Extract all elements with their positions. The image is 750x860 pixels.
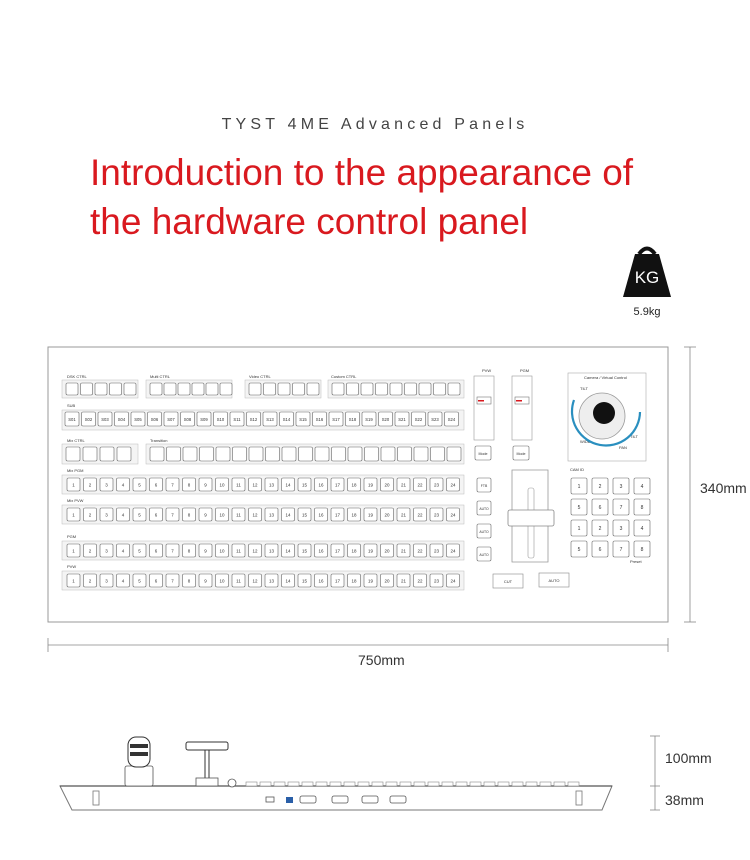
mix-ctrl-key-1[interactable] xyxy=(66,447,80,461)
sub-key-16-label: S16 xyxy=(315,417,324,422)
title-line-2: the hardware control panel xyxy=(90,201,529,242)
sub-key-24-label: S24 xyxy=(447,417,456,422)
title-line-1: Introduction to the appearance of xyxy=(90,152,634,193)
mix-pgm-key-17-label: 17 xyxy=(334,482,341,488)
dsk-key-2[interactable] xyxy=(81,383,93,395)
pvw-key-21-label: 21 xyxy=(400,578,407,584)
pgm-key-22-label: 22 xyxy=(417,548,423,554)
mix-pvw-key-1-label: 1 xyxy=(72,512,75,518)
side-key-13 xyxy=(414,782,425,786)
mix-pvw-key-12-label: 12 xyxy=(252,512,258,518)
mix-pgm-key-23-label: 23 xyxy=(433,482,440,488)
pvw-key-3-label: 3 xyxy=(105,578,108,584)
side-key-18 xyxy=(484,782,495,786)
label-pgm-fader: PGM xyxy=(520,368,530,373)
mix-ctrl-key-4[interactable] xyxy=(117,447,131,461)
pgm-fader-slot xyxy=(512,376,532,440)
custom-key-1[interactable] xyxy=(332,383,344,395)
cam-key-2-label: 2 xyxy=(598,484,602,490)
pgm-key-10-label: 10 xyxy=(219,548,225,554)
dsk-key-4[interactable] xyxy=(110,383,122,395)
transition-key-3[interactable] xyxy=(183,447,197,461)
pgm-key-11-label: 11 xyxy=(236,548,241,554)
transition-key-14[interactable] xyxy=(365,447,379,461)
side-key-14 xyxy=(428,782,439,786)
pvw-key-14-label: 14 xyxy=(285,578,291,584)
side-key-11 xyxy=(386,782,397,786)
mix-pvw-key-22-label: 22 xyxy=(417,512,423,518)
pvw-key-1-label: 1 xyxy=(72,578,75,584)
transition-key-11[interactable] xyxy=(315,447,329,461)
transition-key-8[interactable] xyxy=(266,447,280,461)
cam-key-8-label: 8 xyxy=(640,505,644,511)
pvw-key-17-label: 17 xyxy=(334,578,341,584)
mix-pvw-key-18-label: 18 xyxy=(351,512,357,518)
sub-key-9-label: S09 xyxy=(200,417,208,422)
label-dsk: DSK CTRL xyxy=(67,374,87,379)
mix-pvw-key-11-label: 11 xyxy=(236,512,241,518)
sub-key-2-label: S02 xyxy=(84,417,93,422)
label-multi: Multi CTRL xyxy=(150,374,171,379)
dsk-key-1[interactable] xyxy=(66,383,78,395)
transition-key-12[interactable] xyxy=(332,447,346,461)
pgm-key-6-label: 6 xyxy=(154,548,158,554)
side-key-20 xyxy=(512,782,523,786)
side-key-4 xyxy=(288,782,299,786)
pgm-key-13-label: 13 xyxy=(268,548,275,554)
pgm-key-16-label: 16 xyxy=(318,548,324,554)
mix-pgm-key-5-label: 5 xyxy=(138,482,141,488)
sub-key-14-label: S14 xyxy=(282,417,291,422)
sub-key-18-label: S18 xyxy=(348,417,357,422)
mix-ctrl-key-3[interactable] xyxy=(100,447,114,461)
label-custom: Custom CTRL xyxy=(331,374,357,379)
side-key-16 xyxy=(456,782,467,786)
transition-key-15[interactable] xyxy=(381,447,395,461)
cam-key-3-label: 3 xyxy=(619,484,623,490)
transition-key-19[interactable] xyxy=(447,447,461,461)
fade-key-3-label: AUTO xyxy=(479,530,489,534)
mix-pvw-key-19-label: 19 xyxy=(367,512,374,518)
video-key-2[interactable] xyxy=(264,383,276,395)
label-transition: Transition xyxy=(150,438,168,443)
mix-pvw-key-21-label: 21 xyxy=(400,512,407,518)
mix-pgm-key-8-label: 8 xyxy=(187,482,191,488)
pgm-key-20-label: 20 xyxy=(384,548,390,554)
label-sub: SUB xyxy=(67,403,76,408)
sub-key-4-label: S04 xyxy=(117,417,126,422)
side-key-7 xyxy=(330,782,341,786)
joystick-knob xyxy=(593,402,615,424)
side-key-3 xyxy=(274,782,285,786)
pvw-key-4-label: 4 xyxy=(121,578,125,584)
pvw-key-2-label: 2 xyxy=(88,578,92,584)
transition-key-9[interactable] xyxy=(282,447,296,461)
sub-key-7-label: S07 xyxy=(167,417,175,422)
pgm-key-4-label: 4 xyxy=(121,548,125,554)
pvw-key-5-label: 5 xyxy=(138,578,141,584)
mode-key-1-label: Mode xyxy=(478,452,488,456)
video-key-4[interactable] xyxy=(293,383,305,395)
sub-key-22-label: S22 xyxy=(414,417,423,422)
mix-pgm-key-15-label: 15 xyxy=(301,482,308,488)
mix-pvw-key-4-label: 4 xyxy=(121,512,125,518)
side-key-12 xyxy=(400,782,411,786)
sub-key-5-label: S05 xyxy=(134,417,142,422)
mix-pvw-key-9-label: 9 xyxy=(204,512,207,518)
pgm-key-5-label: 5 xyxy=(138,548,141,554)
sub-key-17-label: S17 xyxy=(332,417,340,422)
side-key-10 xyxy=(372,782,383,786)
mix-pgm-key-13-label: 13 xyxy=(268,482,275,488)
cam-key-7-label: 7 xyxy=(619,505,623,511)
mix-pgm-key-12-label: 12 xyxy=(252,482,258,488)
pgm-key-8-label: 8 xyxy=(187,548,191,554)
pvw-key-13-label: 13 xyxy=(268,578,275,584)
cam-key-4-label: 4 xyxy=(640,484,644,490)
side-key-22 xyxy=(540,782,551,786)
side-key-17 xyxy=(470,782,481,786)
pvw-key-9-label: 9 xyxy=(204,578,207,584)
cam-key-11-label: 3 xyxy=(619,526,623,532)
label-mix-pvw: Mix PVW xyxy=(67,498,84,503)
pgm-key-3-label: 3 xyxy=(105,548,108,554)
sub-key-13-label: S13 xyxy=(266,417,274,422)
pgm-key-7-label: 7 xyxy=(171,548,174,554)
fade-key-4-label: AUTO xyxy=(479,553,489,557)
mix-pgm-key-9-label: 9 xyxy=(204,482,207,488)
cam-key-10-label: 2 xyxy=(598,526,602,532)
mix-pvw-key-5-label: 5 xyxy=(138,512,141,518)
pvw-key-19-label: 19 xyxy=(367,578,374,584)
side-key-24 xyxy=(568,782,579,786)
thickness-dimension: 38mm xyxy=(665,792,704,808)
tbar-handle xyxy=(508,510,554,526)
side-key-23 xyxy=(554,782,565,786)
side-key-15 xyxy=(442,782,453,786)
pvw-key-10-label: 10 xyxy=(219,578,225,584)
custom-key-9[interactable] xyxy=(448,383,460,395)
label-pvw-fader: PVW xyxy=(482,368,492,373)
label-pgm: PGM xyxy=(67,534,77,539)
mix-pgm-key-16-label: 16 xyxy=(318,482,324,488)
label-video: Video CTRL xyxy=(249,374,271,379)
transition-key-2[interactable] xyxy=(167,447,181,461)
sub-key-23-label: S23 xyxy=(431,417,439,422)
cam-key-12-label: 4 xyxy=(640,526,644,532)
custom-key-3[interactable] xyxy=(361,383,373,395)
transition-key-17[interactable] xyxy=(414,447,428,461)
mix-pvw-key-13-label: 13 xyxy=(268,512,275,518)
pgm-key-17-label: 17 xyxy=(334,548,341,554)
mix-pvw-key-20-label: 20 xyxy=(384,512,390,518)
custom-key-5[interactable] xyxy=(390,383,402,395)
transition-key-6[interactable] xyxy=(233,447,247,461)
sub-key-8-label: S08 xyxy=(183,417,192,422)
mix-pvw-key-8-label: 8 xyxy=(187,512,191,518)
pgm-key-24-label: 24 xyxy=(450,548,456,554)
side-key-19 xyxy=(498,782,509,786)
transition-key-13[interactable] xyxy=(348,447,362,461)
side-key-1 xyxy=(246,782,257,786)
pvw-key-12-label: 12 xyxy=(252,578,258,584)
side-key-6 xyxy=(316,782,327,786)
mix-pgm-key-18-label: 18 xyxy=(351,482,357,488)
side-key-2 xyxy=(260,782,271,786)
side-key-9 xyxy=(358,782,369,786)
transition-key-18[interactable] xyxy=(431,447,445,461)
label-camera: Camera / Virtual Control xyxy=(584,375,627,380)
pvw-key-20-label: 20 xyxy=(384,578,390,584)
sub-key-21-label: S21 xyxy=(398,417,406,422)
custom-key-4[interactable] xyxy=(376,383,388,395)
sub-key-10-label: S10 xyxy=(216,417,225,422)
pvw-key-16-label: 16 xyxy=(318,578,324,584)
pgm-key-14-label: 14 xyxy=(285,548,291,554)
multi-key-6[interactable] xyxy=(220,383,232,395)
multi-key-1[interactable] xyxy=(150,383,162,395)
mix-pgm-key-20-label: 20 xyxy=(384,482,390,488)
multi-key-4[interactable] xyxy=(192,383,204,395)
video-key-5[interactable] xyxy=(307,383,319,395)
mix-pvw-key-15-label: 15 xyxy=(301,512,308,518)
dsk-key-5[interactable] xyxy=(124,383,136,395)
mix-ctrl-key-2[interactable] xyxy=(83,447,97,461)
panel-side-view xyxy=(60,736,660,810)
mix-pgm-key-21-label: 21 xyxy=(400,482,407,488)
pvw-key-8-label: 8 xyxy=(187,578,191,584)
pgm-key-15-label: 15 xyxy=(301,548,308,554)
pvw-key-6-label: 6 xyxy=(154,578,158,584)
cam-key-16-label: 8 xyxy=(640,547,644,553)
sub-key-11-label: S11 xyxy=(233,417,241,422)
mix-pgm-key-1-label: 1 xyxy=(72,482,75,488)
video-key-3[interactable] xyxy=(278,383,290,395)
cam-key-5-label: 5 xyxy=(577,505,581,511)
side-key-5 xyxy=(302,782,313,786)
mix-pvw-key-23-label: 23 xyxy=(433,512,440,518)
mix-pvw-key-24-label: 24 xyxy=(450,512,456,518)
mix-pgm-key-19-label: 19 xyxy=(367,482,374,488)
pgm-key-19-label: 19 xyxy=(367,548,374,554)
transition-key-10[interactable] xyxy=(299,447,313,461)
svg-text:CUT: CUT xyxy=(503,579,513,584)
sub-key-3-label: S03 xyxy=(101,417,109,422)
pgm-key-12-label: 12 xyxy=(252,548,258,554)
transition-key-1[interactable] xyxy=(150,447,164,461)
label-pan: PAN xyxy=(619,445,627,450)
fade-key-1-label: FTB xyxy=(480,484,488,488)
custom-key-2[interactable] xyxy=(347,383,359,395)
label-tilt: TILT xyxy=(580,386,588,391)
pvw-key-24-label: 24 xyxy=(450,578,456,584)
multi-key-3[interactable] xyxy=(178,383,190,395)
custom-key-7[interactable] xyxy=(419,383,431,395)
pvw-key-23-label: 23 xyxy=(433,578,440,584)
transition-key-16[interactable] xyxy=(398,447,412,461)
pgm-key-9-label: 9 xyxy=(204,548,207,554)
mix-pgm-key-24-label: 24 xyxy=(450,482,456,488)
pgm-key-2-label: 2 xyxy=(88,548,92,554)
side-key-21 xyxy=(526,782,537,786)
pgm-key-23-label: 23 xyxy=(433,548,440,554)
subtitle: TYST 4ME Advanced Panels xyxy=(221,116,529,133)
mix-pgm-key-7-label: 7 xyxy=(171,482,174,488)
label-mix-pgm: Mix PGM xyxy=(67,468,84,473)
mix-pvw-key-2-label: 2 xyxy=(88,512,92,518)
sub-key-1-label: S01 xyxy=(68,417,76,422)
mix-pvw-key-10-label: 10 xyxy=(219,512,225,518)
svg-text:AUTO: AUTO xyxy=(548,578,560,583)
weight-value: 5.9kg xyxy=(633,306,661,318)
custom-key-6[interactable] xyxy=(405,383,417,395)
label-tilt-2: TILT xyxy=(630,434,638,439)
cam-key-6-label: 6 xyxy=(598,505,602,511)
mode-key-2-label: Mode xyxy=(516,452,526,456)
width-dimension: 750mm xyxy=(358,652,405,668)
mix-pgm-key-2-label: 2 xyxy=(88,482,92,488)
mix-pgm-key-4-label: 4 xyxy=(121,482,125,488)
mix-pvw-key-14-label: 14 xyxy=(285,512,291,518)
pgm-key-18-label: 18 xyxy=(351,548,357,554)
mix-pgm-key-11-label: 11 xyxy=(236,482,241,488)
mix-pgm-key-3-label: 3 xyxy=(105,482,108,488)
label-mix-ctrl: Mix CTRL xyxy=(67,438,85,443)
label-cam-id: CAM ID xyxy=(570,467,584,472)
pgm-key-21-label: 21 xyxy=(400,548,407,554)
cam-key-14-label: 6 xyxy=(598,547,602,553)
custom-key-8[interactable] xyxy=(434,383,446,395)
cam-key-15-label: 7 xyxy=(619,547,623,553)
pvw-key-22-label: 22 xyxy=(417,578,423,584)
mix-pvw-key-16-label: 16 xyxy=(318,512,324,518)
cam-key-9-label: 1 xyxy=(577,526,581,532)
sub-key-19-label: S19 xyxy=(365,417,373,422)
dsk-key-3[interactable] xyxy=(95,383,107,395)
sub-key-6-label: S06 xyxy=(150,417,159,422)
pvw-key-11-label: 11 xyxy=(236,578,241,584)
depth-dimension: 100mm xyxy=(665,750,712,766)
video-key-1[interactable] xyxy=(249,383,261,395)
fade-key-2-label: AUTO xyxy=(479,507,489,511)
pvw-key-15-label: 15 xyxy=(301,578,308,584)
pgm-key-1-label: 1 xyxy=(72,548,75,554)
transition-key-7[interactable] xyxy=(249,447,263,461)
mix-pvw-key-3-label: 3 xyxy=(105,512,108,518)
pvw-key-18-label: 18 xyxy=(351,578,357,584)
mix-pgm-key-6-label: 6 xyxy=(154,482,158,488)
kg-icon-text: KG xyxy=(634,268,660,287)
mix-pvw-key-7-label: 7 xyxy=(171,512,174,518)
mix-pgm-key-10-label: 10 xyxy=(219,482,225,488)
pvw-key-7-label: 7 xyxy=(171,578,174,584)
sub-key-12-label: S12 xyxy=(249,417,258,422)
mix-pgm-key-22-label: 22 xyxy=(417,482,423,488)
sub-key-15-label: S15 xyxy=(299,417,307,422)
transition-key-4[interactable] xyxy=(200,447,214,461)
multi-key-5[interactable] xyxy=(206,383,218,395)
mix-pgm-key-14-label: 14 xyxy=(285,482,291,488)
multi-key-2[interactable] xyxy=(164,383,176,395)
mix-pvw-key-6-label: 6 xyxy=(154,512,158,518)
cam-key-13-label: 5 xyxy=(577,547,581,553)
cam-key-1-label: 1 xyxy=(577,484,581,490)
side-key-8 xyxy=(344,782,355,786)
pvw-fader-slot xyxy=(474,376,494,440)
label-wide: WIDE xyxy=(580,439,591,444)
sub-key-20-label: S20 xyxy=(381,417,390,422)
label-preset: Preset xyxy=(630,559,642,564)
transition-key-5[interactable] xyxy=(216,447,230,461)
height-dimension: 340mm xyxy=(700,480,747,496)
mix-pvw-key-17-label: 17 xyxy=(334,512,341,518)
label-pvw: PVW xyxy=(67,564,77,569)
